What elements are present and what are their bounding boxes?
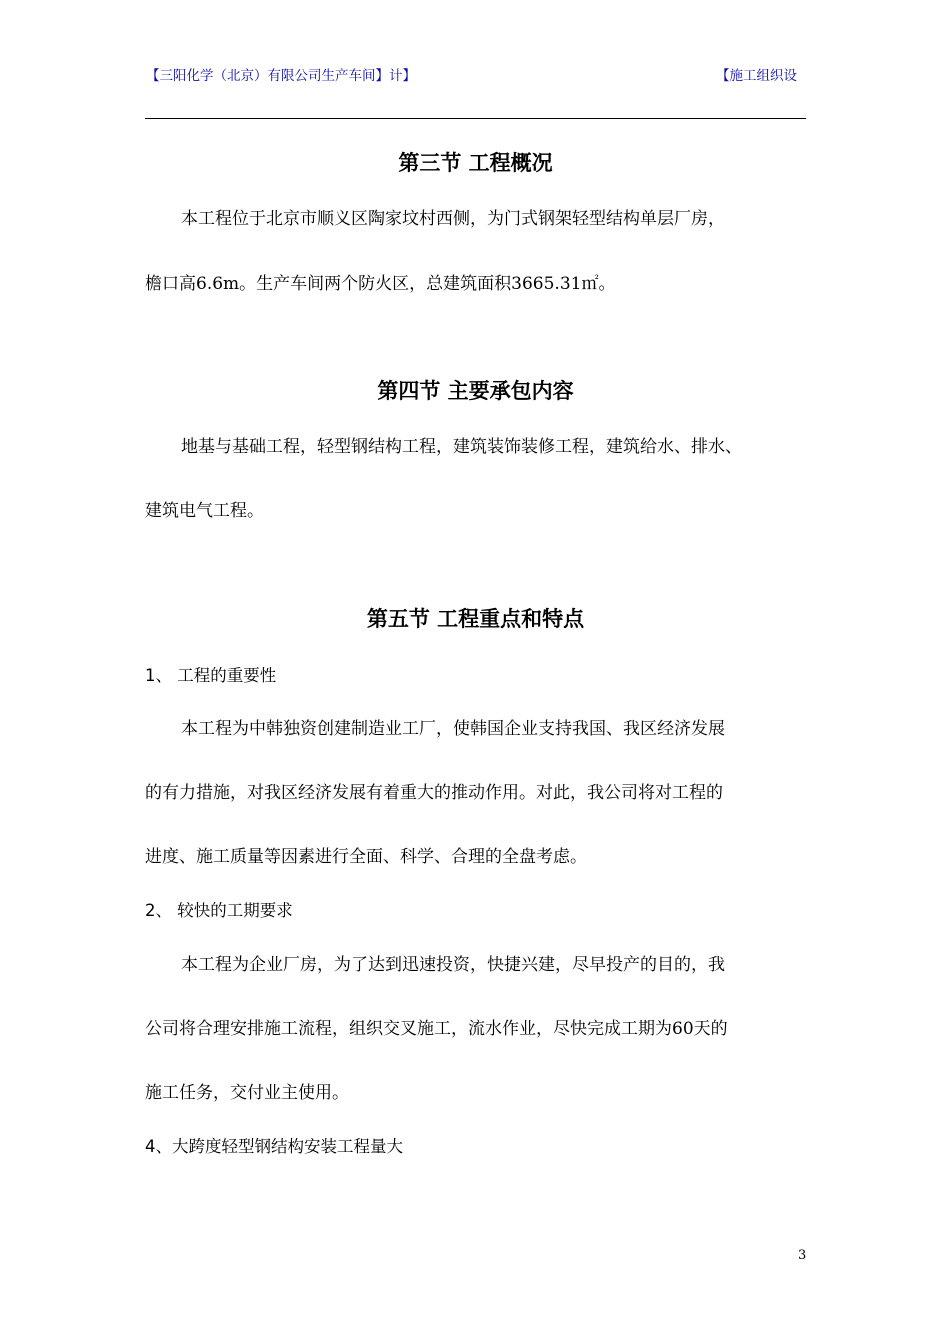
subsection-heading: 4、大跨度轻型钢结构安装工程量大 — [145, 1137, 403, 1156]
paragraph-line: 檐口高6.6m。生产车间两个防火区，总建筑面积3665.31㎡。 — [145, 274, 616, 294]
section-title: 第四节 主要承包内容 — [377, 379, 574, 403]
paragraph-line: 地基与基础工程，轻型钢结构工程，建筑装饰装修工程，建筑给水、排水、 — [181, 437, 742, 457]
paragraph-line: 建筑电气工程。 — [145, 501, 264, 521]
paragraph-line: 本工程为中韩独资创建制造业工厂，使韩国企业支持我国、我区经济发展 — [181, 719, 725, 739]
paragraph-line: 施工任务，交付业主使用。 — [145, 1083, 349, 1103]
paragraph-line: 的有力措施，对我区经济发展有着重大的推动作用。对此，我公司将对工程的 — [145, 783, 723, 803]
section-title: 第五节 工程重点和特点 — [366, 607, 585, 631]
subsection-heading: 1、 工程的重要性 — [145, 666, 277, 685]
paragraph-line: 本工程为企业厂房，为了达到迅速投资，快捷兴建，尽早投产的目的，我 — [181, 955, 725, 975]
paragraph-line: 进度、施工质量等因素进行全面、科学、合理的全盘考虑。 — [145, 847, 587, 867]
header-company-title: 【三阳化学（北京）有限公司生产车间】计】 — [146, 68, 416, 84]
header-divider — [145, 118, 806, 119]
paragraph-line: 本工程位于北京市顺义区陶家坟村西侧，为门式钢架轻型结构单层厂房， — [181, 209, 725, 229]
page-number: 3 — [798, 1248, 807, 1263]
section-title: 第三节 工程概况 — [398, 151, 553, 175]
header-document-title: 【施工组织设 — [716, 68, 797, 84]
paragraph-line: 公司将合理安排施工流程，组织交叉施工，流水作业，尽快完成工期为60天的 — [145, 1019, 728, 1039]
subsection-heading: 2、 较快的工期要求 — [145, 901, 293, 920]
